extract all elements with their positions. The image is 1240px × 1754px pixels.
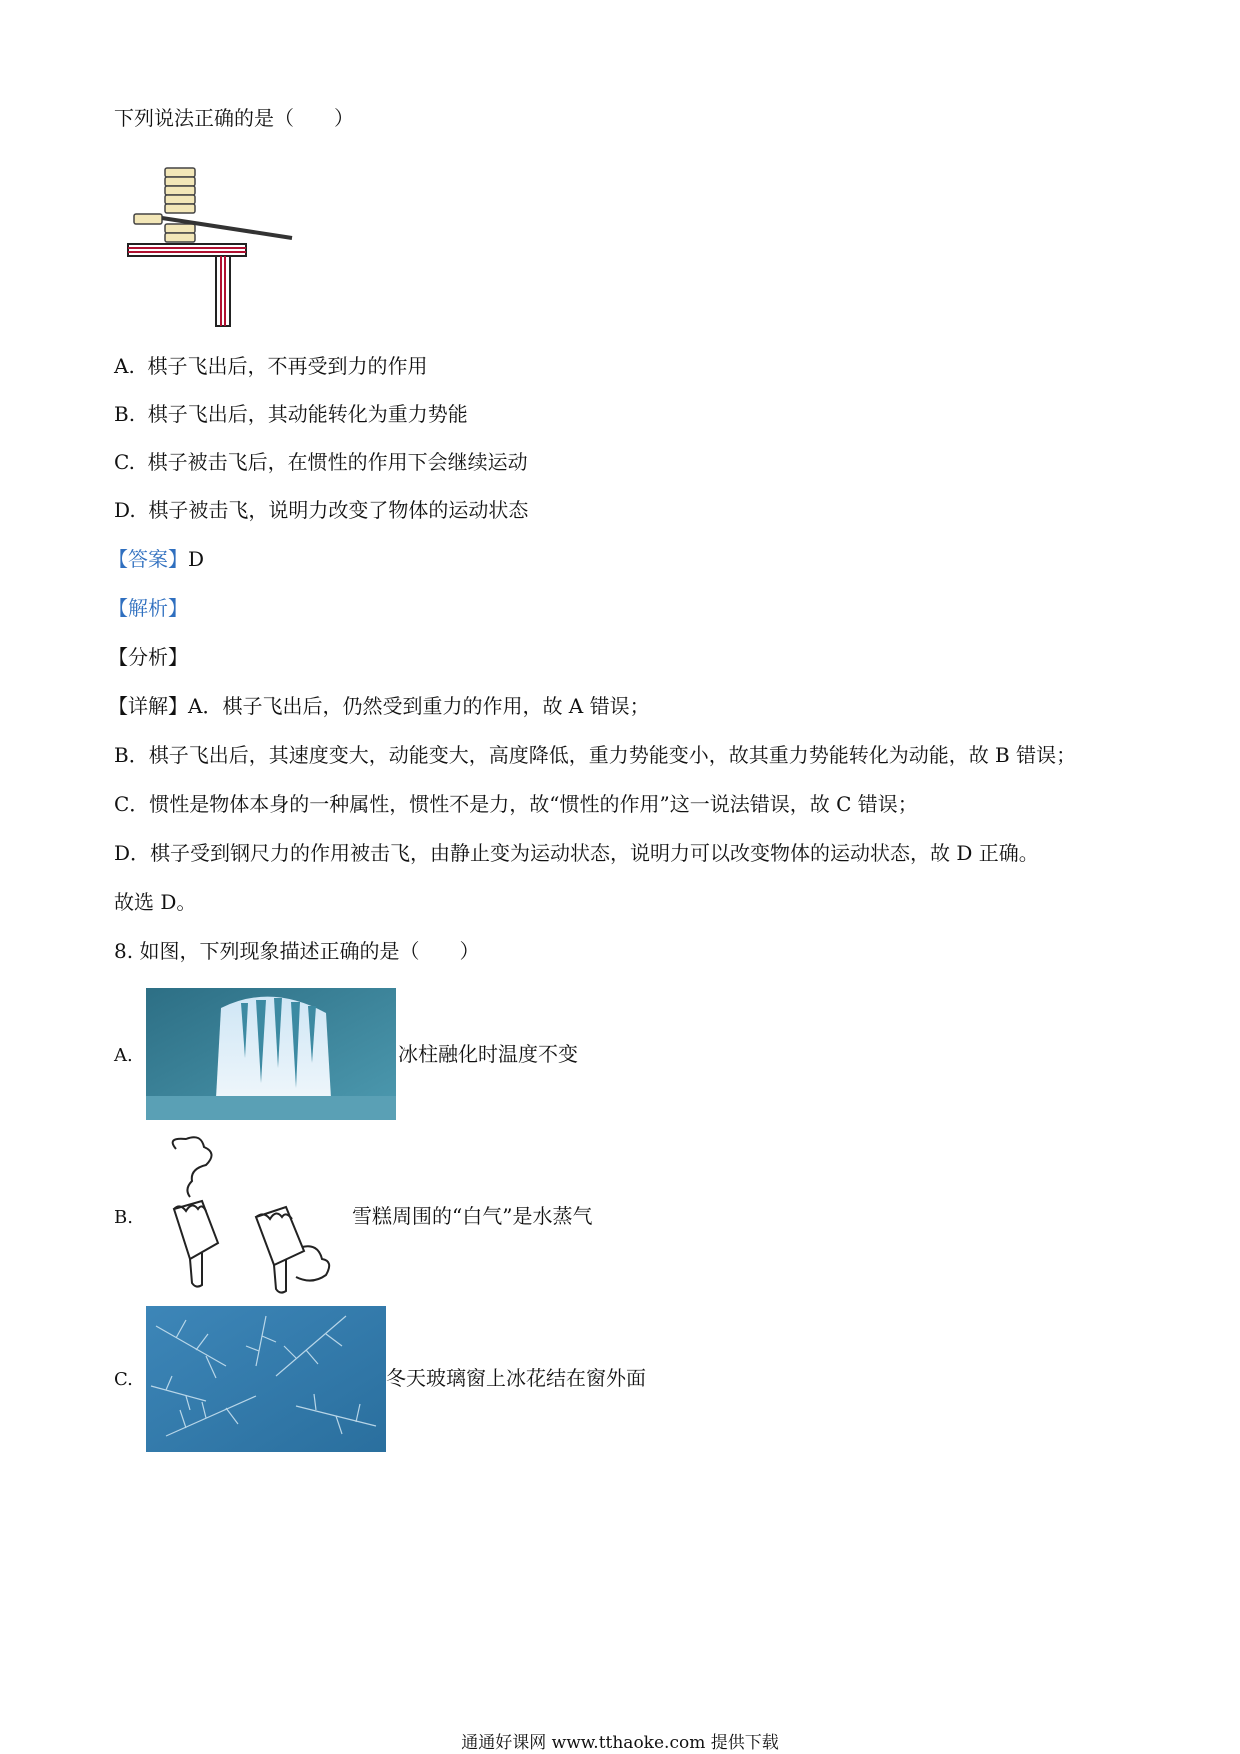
q7-stem: 下列说法正确的是（ ） [114,106,354,130]
q7-option-b [114,400,468,428]
detail-line: 故选 D。 [114,890,197,914]
option-text: 棋子飞出后，其动能转化为重力势能 [147,402,468,426]
detail-line: D．棋子受到钢尺力的作用被击飞，由静止变为运动状态，说明力可以改变物体的运动状态，故 D 正确。 [114,841,1039,865]
answer-tag: 【答案】 [108,547,188,571]
q8-option-c-label: C. [114,1369,133,1390]
footer-source: 通通好课网 www.tthaoke.com 提供下载 [461,1733,779,1753]
q7-option-a [114,352,428,380]
answer-value: D [188,547,205,571]
option-text: 棋子被击飞，说明力改变了物体的运动状态 [148,498,529,522]
q8-option-a-label: A. [114,1045,133,1066]
option-text: 棋子飞出后，不再受到力的作用 [147,354,428,378]
detail-line: 【详解】A．棋子飞出后，仍然受到重力的作用，故 A 错误； [108,694,650,718]
answer-line [108,545,204,573]
q7-option-c [114,448,528,476]
chess-stack-figure [120,160,300,330]
option-label: B. [114,402,136,426]
option-label: A. [114,354,135,378]
fenxi-tag: 【分析】 [108,645,188,669]
q8-option-b-text: 雪糕周围的“白气”是水蒸气 [352,1204,593,1228]
option-label: D. [114,498,136,522]
detail-line: C．惯性是物体本身的一种属性，惯性不是力，故“惯性的作用”这一说法错误，故 C 错误； [114,792,918,816]
q8-option-b-label: B. [114,1207,133,1228]
q7-option-d [114,496,528,524]
frost-window-image [146,1306,386,1452]
q8-stem: 8. 如图，下列现象描述正确的是（ ） [114,939,480,963]
popsicle-drawing [146,1135,356,1303]
q8-option-a-text: 冰柱融化时温度不变 [398,1042,578,1066]
detail-line: B．棋子飞出后，其速度变大，动能变大，高度降低，重力势能变小，故其重力势能转化为动能，故 B 错误； [114,743,1077,767]
analysis-tag: 【解析】 [108,596,188,620]
q8-option-c-text: 冬天玻璃窗上冰花结在窗外面 [386,1366,646,1390]
option-label: C. [114,450,135,474]
ice-cave-image [146,988,396,1120]
option-text: 棋子被击飞后，在惯性的作用下会继续运动 [147,450,528,474]
